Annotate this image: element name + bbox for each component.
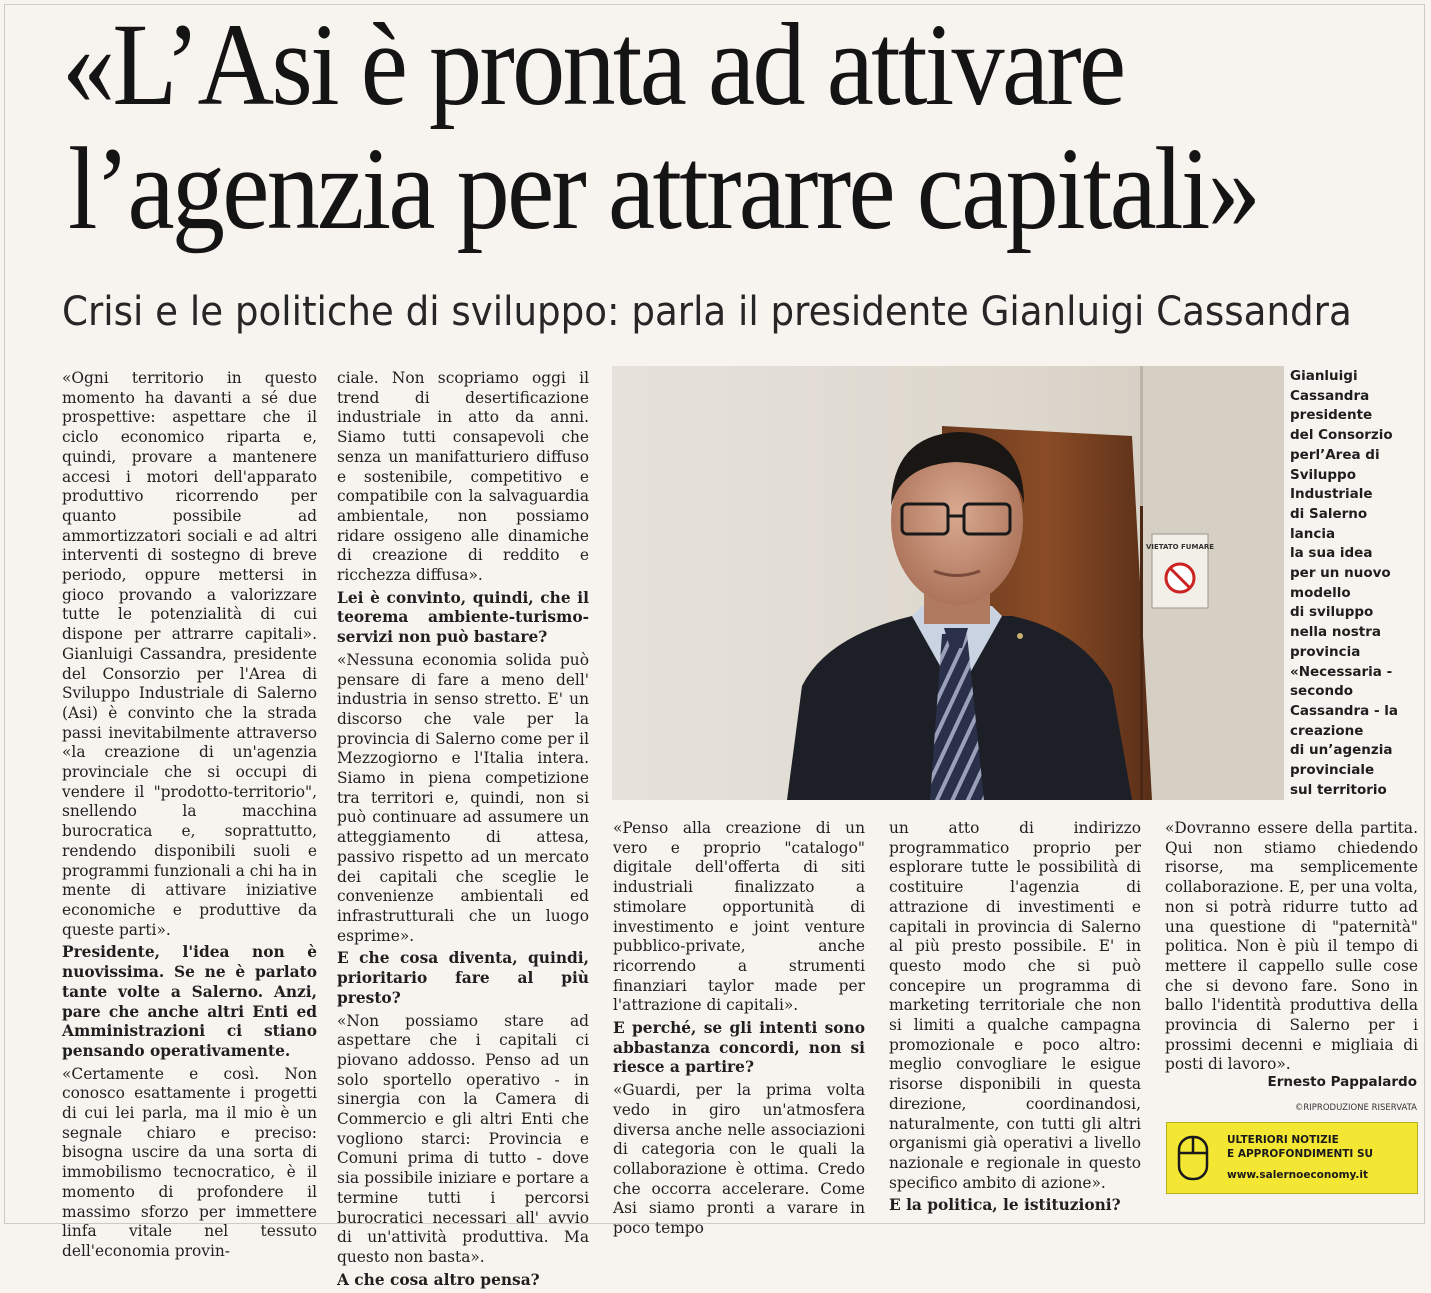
caption-line: la sua idea: [1290, 545, 1373, 562]
interview-question: E la politica, le istituzioni?: [889, 1196, 1121, 1215]
promo-box[interactable]: [1166, 1122, 1418, 1194]
caption-line: Cassandra - la: [1290, 702, 1398, 719]
caption-line: modello: [1290, 584, 1351, 601]
author-byline: Ernesto Pappalardo: [1267, 1074, 1417, 1090]
caption-line: perl’Area di: [1290, 446, 1380, 463]
caption-line: Sviluppo: [1290, 466, 1356, 483]
article-paragraph: «Dovranno essere della partita. Qui non stiamo chiedendo risorse, ma semplicemente collaborazione. E, per una volta, non si potrà ridurre tutto ad una questione di "paternità" politica. Non è più il tempo di mettere il cappello sulle cose che si devono fare. Sono in ballo l'identità produttiva della provincia di Salerno per i prossimi decenni e migliaia di posti di lavoro».: [1165, 819, 1418, 1074]
caption-line: per un nuovo: [1290, 565, 1391, 582]
portrait-photo: [612, 366, 1284, 800]
caption-line: lancia: [1290, 525, 1336, 542]
article-paragraph: un atto di indirizzo programmatico proprio per esplorare tutte le possibilità di costituire l'agenzia di attrazione di investimenti e capitali in provincia di Salerno al più presto possibile. E' in questo modo che si può concepire un programma di marketing territoriale che non si limiti a qualche campagna promozionale e poco altro: meglio convogliare le esigue risorse disponibili in questa direzione, coordinandosi, naturalmente, con tutti gli altri organismi già operativi a livello nazionale e regionale in questo specifico ambito di azione».: [889, 819, 1141, 1192]
article-column-1: [62, 369, 317, 1262]
subtitle: Crisi e le politiche di sviluppo: parla il presidente Gianluigi Cassandra: [62, 289, 1352, 335]
headline-line-2: l’agenzia per attrarre capitali»: [68, 123, 1259, 254]
interview-question: E che cosa diventa, quindi, prioritario fare al più presto?: [337, 949, 589, 1007]
promo-title-line-2: E APPROFONDIMENTI SU: [1227, 1148, 1374, 1160]
article-paragraph: «Non possiamo stare ad aspettare che i capitali ci piovano addosso. Penso ad un solo sportello operativo - in sinergia con la Camera di Commercio e gli altri Enti che vogliono starci: Provincia e Comuni prima di tutto - dove sia possibile iniziare e portare a termine tutti i percorsi burocratici necessari all' avvio di un'attività produttiva. Ma questo non basta».: [337, 1011, 589, 1266]
article-paragraph: ciale. Non scopriamo oggi il trend di desertificazione industriale in atto da anni. Siamo tutti consapevoli che senza un manifatturiero diffuso e sostenibile, competitivo e compatibile con la salvaguardia ambientale, non possiamo ridare ossigeno alle dinamiche di creazione di reddito e ricchezza diffusa».: [337, 369, 589, 585]
caption-line: presidente: [1290, 407, 1373, 424]
article-paragraph: «Ogni territorio in questo momento ha davanti a sé due prospettive: aspettare che il ciclo economico riparta e, quindi, provare a mantenere accesi i motori dell'apparato produttivo ricorrendo per quanto possibile ad ammortizzatori sociali e ad altri interventi di sostegno di breve periodo, oppure mettersi in gioco provando a valorizzare tutte le potenzialità di cui dispone per attrarre capitali». Gianluigi Cassandra, presidente del Consorzio per l'Area di Sviluppo Industriale di Salerno (Asi) è convinto che la strada passi inevitabilmente attraverso «la creazione di un'agenzia provinciale che si occupi di vendere il "prodotto-territorio", snellendo la macchina burocratica e, soprattutto, rendendo disponibili suoli e programmi funzionali a chi ha in mente di attivare iniziative economiche e produttive da queste parti».: [62, 369, 317, 939]
article-paragraph: «Nessuna economia solida può pensare di fare a meno dell' industria in senso stretto. E' un discorso che vale per la provincia di Salerno come per il Mezzogiorno e l'Italia intera. Siamo in piena competizione tra territori e, quindi, non si può continuare ad assumere un atteggiamento di attesa, passivo rispetto ad un mercato dei capitali che sceglie le convenienze ambientali ed infrastrutturali che un luogo esprime».: [337, 650, 589, 945]
article-column-5: [1165, 819, 1418, 1075]
caption-line: Cassandra: [1290, 387, 1370, 404]
article-paragraph: «Guardi, per la prima volta vedo in giro un'atmosfera diversa anche nelle associazioni di categoria con le quali la collaborazione è ottima. Credo che occorra accelerare. Come Asi siamo pronti a varare in poco tempo: [613, 1081, 865, 1238]
caption-line: secondo: [1290, 683, 1354, 700]
mouse-icon: [1177, 1135, 1209, 1181]
copyright-notice: ©RIPRODUZIONE RISERVATA: [1294, 1103, 1417, 1113]
promo-title: [1227, 1133, 1412, 1161]
caption-line: nella nostra: [1290, 624, 1381, 641]
caption-line: provincia: [1290, 643, 1361, 660]
interview-question: Presidente, l'idea non è nuovissima. Se ne è parlato tante volte a Salerno. Anzi, pare che anche altri Enti ed Amministrazioni ci stiano pensando operativamente.: [62, 943, 317, 1060]
caption-line: creazione: [1290, 722, 1364, 739]
article-paragraph: «Certamente e così. Non conosco esattamente i progetti di cui lei parla, ma il mio è un segnale chiaro e preciso: bisogna uscire da una sorta di immobilismo tecnocratico, è il momento di profondere il massimo sforzo per immettere linfa vitale nel tessuto dell'economia provin-: [62, 1064, 317, 1260]
caption-line: «Necessaria -: [1290, 663, 1393, 680]
promo-title-line-1: ULTERIORI NOTIZIE: [1227, 1134, 1339, 1146]
caption-line: di sviluppo: [1290, 604, 1374, 621]
headline-line-1: «L’Asi è pronta ad attivare: [62, 0, 1124, 130]
article-column-2: [337, 369, 589, 1293]
no-smoking-sign-text: VIETATO FUMARE: [1145, 543, 1215, 551]
caption-line: provinciale: [1290, 762, 1375, 779]
caption-line: di Salerno: [1290, 505, 1368, 522]
article-column-4: [889, 819, 1141, 1219]
photo-caption: [1290, 367, 1420, 800]
caption-line: sul territorio: [1290, 781, 1387, 798]
interview-question: E perché, se gli intenti sono abbastanza concordi, non si riesce a partire?: [613, 1019, 865, 1077]
caption-line: del Consorzio: [1290, 427, 1393, 444]
article-paragraph: «Penso alla creazione di un vero e proprio "catalogo" digitale dell'offerta di siti industriali finalizzato a stimolare opportunità di investimento e joint venture pubblico-private, anche ricorrendo a strumenti finanziari taylor made per l'attrazione di capitali».: [613, 819, 865, 1015]
interview-question: A che cosa altro pensa?: [337, 1270, 540, 1289]
promo-url-link[interactable]: www.salernoeconomy.it: [1227, 1169, 1369, 1181]
caption-line: di un’agenzia: [1290, 742, 1393, 759]
interview-question: Lei è convinto, quindi, che il teorema ambiente-turismo-servizi non può bastare?: [337, 588, 589, 647]
article-column-3: [613, 819, 865, 1239]
caption-line: Industriale: [1290, 486, 1373, 503]
caption-line: Gianluigi: [1290, 368, 1358, 384]
